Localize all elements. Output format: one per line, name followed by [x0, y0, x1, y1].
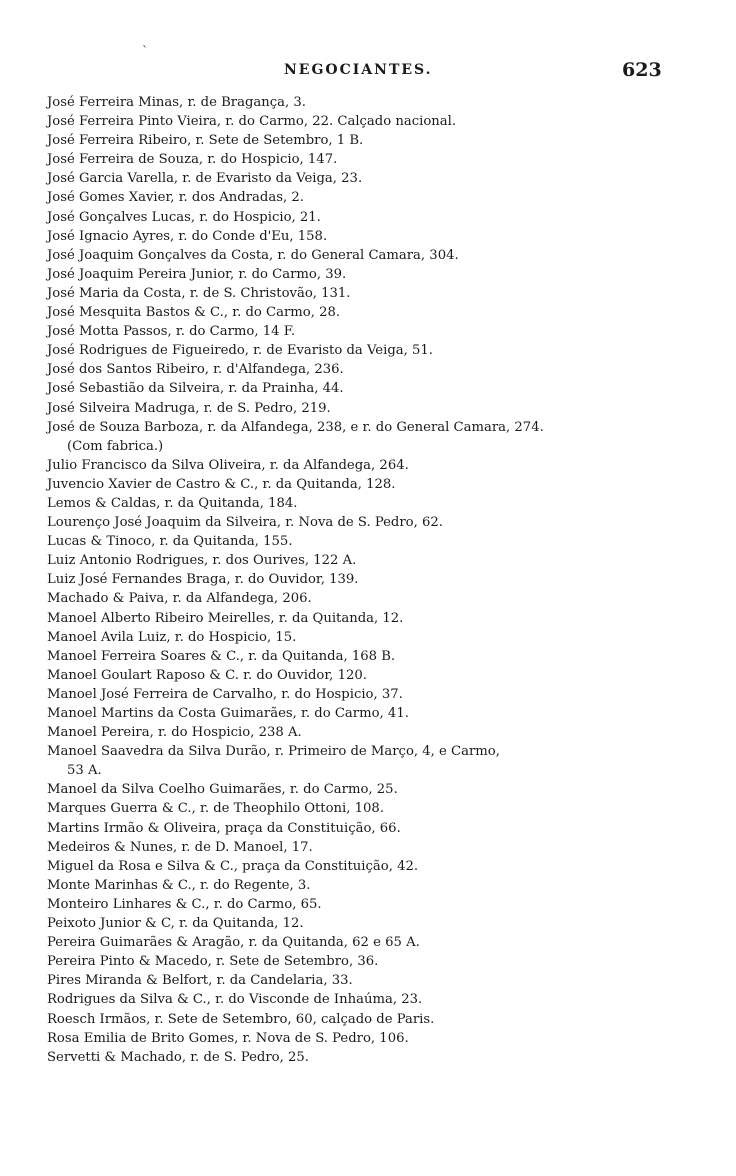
list-item: [0, 551, 736, 570]
entry-text: Juvencio Xavier de Castro & C., r. da Quitanda, 128.: [47, 476, 396, 492]
list-item: [0, 952, 736, 971]
entry-text: José Ferreira de Souza, r. do Hospicio, 147.: [47, 152, 338, 168]
entry-text: Luiz Antonio Rodrigues, r. dos Ourives, 122 A.: [47, 553, 357, 569]
entry-text: Monte Marinhas & C., r. do Regente, 3.: [47, 877, 311, 893]
list-item: [0, 971, 736, 990]
entry-text: José Mesquita Bastos & C., r. do Carmo, 28.: [47, 305, 341, 321]
entry-text: José Maria da Costa, r. de S. Christovão, 131.: [47, 285, 351, 301]
list-item: [0, 704, 736, 723]
entry-text: José Ferreira Minas, r. de Bragança, 3.: [47, 95, 306, 110]
page-header: [0, 59, 736, 86]
list-item: [0, 666, 736, 685]
entry-text: José Joaquim Pereira Junior, r. do Carmo, 39.: [47, 266, 347, 282]
list-item: [0, 303, 736, 322]
running-title: NEGOCIANTES.: [284, 62, 433, 78]
entry-text: Pereira Pinto & Macedo, r. Sete de Setembro, 36.: [47, 954, 379, 970]
list-item: [0, 93, 736, 112]
list-item: [0, 246, 736, 265]
list-item: [0, 742, 736, 780]
list-item: [0, 933, 736, 952]
list-item: [0, 265, 736, 284]
entry-text: José Gonçalves Lucas, r. do Hospicio, 21.: [47, 209, 321, 225]
entry-text: Luiz José Fernandes Braga, r. do Ouvidor, 139.: [47, 572, 359, 588]
entry-text: Machado & Paiva, r. da Alfandega, 206.: [47, 591, 312, 607]
entry-text: Lemos & Caldas, r. da Quitanda, 184.: [47, 495, 298, 511]
entry-text: Julio Francisco da Silva Oliveira, r. da Alfandega, 264.: [47, 457, 409, 473]
list-item: [0, 227, 736, 246]
list-item: [0, 112, 736, 131]
list-item: [0, 360, 736, 379]
list-item: [0, 1048, 736, 1067]
entry-text: Marques Guerra & C., r. de Theophilo Ottoni, 108.: [47, 801, 385, 817]
entry-text: Manoel Saavedra da Silva Durão, r. Primeiro de Março, 4, e Carmo,: [47, 744, 500, 760]
entry-text: José Gomes Xavier, r. dos Andradas, 2.: [47, 190, 304, 206]
list-item: [0, 799, 736, 818]
list-item: [0, 685, 736, 704]
entry-text: Servetti & Machado, r. de S. Pedro, 25.: [47, 1049, 309, 1065]
list-item: [0, 628, 736, 647]
entry-text: Manoel Avila Luiz, r. do Hospicio, 15.: [47, 629, 297, 645]
list-item: [0, 895, 736, 914]
list-item: [0, 399, 736, 418]
directory-list: [0, 93, 736, 1067]
entry-text: José Joaquim Gonçalves da Costa, r. do General Camara, 304.: [47, 247, 459, 263]
list-item: [0, 341, 736, 360]
entry-text: José Motta Passos, r. do Carmo, 14 F.: [47, 324, 296, 340]
entry-text: Medeiros & Nunes, r. de D. Manoel, 17.: [47, 839, 313, 855]
entry-text: Manoel Pereira, r. do Hospicio, 238 A.: [47, 725, 302, 741]
entry-text: Rodrigues da Silva & C., r. do Visconde de Inhaúma, 23.: [47, 992, 423, 1008]
entry-text: Martins Irmão & Oliveira, praça da Constituição, 66.: [47, 820, 401, 836]
list-item: [0, 150, 736, 169]
list-item: [0, 647, 736, 666]
entry-text: Rosa Emilia de Brito Gomes, r. Nova de S. Pedro, 106.: [47, 1030, 409, 1046]
entry-text: Monteiro Linhares & C., r. do Carmo, 65.: [47, 896, 322, 912]
entry-text: José Garcia Varella, r. de Evaristo da Veiga, 23.: [47, 171, 363, 187]
list-item: [0, 990, 736, 1009]
list-item: [0, 532, 736, 551]
list-item: [0, 494, 736, 513]
list-item: [0, 914, 736, 933]
entry-text: José dos Santos Ribeiro, r. d'Alfandega, 236.: [47, 362, 344, 378]
entry-text: José Silveira Madruga, r. de S. Pedro, 219.: [47, 400, 331, 416]
list-item: [0, 284, 736, 303]
entry-text: José Ferreira Ribeiro, r. Sete de Setembro, 1 B.: [47, 133, 364, 149]
entry-text: Manoel Ferreira Soares & C., r. da Quitanda, 168 B.: [47, 648, 396, 664]
entry-text: Lucas & Tinoco, r. da Quitanda, 155.: [47, 534, 293, 550]
page-number: 623: [622, 59, 662, 81]
list-item: [0, 723, 736, 742]
entry-continuation: (Com fabrica.): [67, 438, 164, 454]
entry-text: Pereira Guimarães & Aragão, r. da Quitanda, 62 e 65 A.: [47, 935, 420, 951]
entry-text: José Ferreira Pinto Vieira, r. do Carmo, 22. Calçado nacional.: [47, 114, 457, 130]
entry-text: Manoel José Ferreira de Carvalho, r. do Hospicio, 37.: [47, 686, 403, 702]
list-item: [0, 208, 736, 227]
list-item: [0, 780, 736, 799]
list-item: [0, 1010, 736, 1029]
ink-mark: ˋ: [142, 44, 148, 58]
entry-text: Roesch Irmãos, r. Sete de Setembro, 60, calçado de Paris.: [47, 1011, 435, 1027]
entry-continuation: 53 A.: [67, 763, 102, 779]
entry-text: Manoel Alberto Ribeiro Meirelles, r. da Quitanda, 12.: [47, 610, 404, 626]
entry-text: Miguel da Rosa e Silva & C., praça da Constituição, 42.: [47, 858, 419, 874]
list-item: [0, 876, 736, 895]
list-item: [0, 819, 736, 838]
list-item: [0, 475, 736, 494]
entry-text: José de Souza Barboza, r. da Alfandega, 238, e r. do General Camara, 274.: [47, 419, 544, 435]
list-item: [0, 857, 736, 876]
list-item: [0, 1029, 736, 1048]
list-item: [0, 513, 736, 532]
entry-text: José Rodrigues de Figueiredo, r. de Evaristo da Veiga, 51.: [47, 343, 433, 359]
list-item: [0, 570, 736, 589]
list-item: [0, 379, 736, 398]
entry-text: Manoel Martins da Costa Guimarães, r. do Carmo, 41.: [47, 706, 409, 721]
entry-text: Manoel da Silva Coelho Guimarães, r. do Carmo, 25.: [47, 782, 398, 798]
list-item: [0, 188, 736, 207]
entry-text: José Sebastião da Silveira, r. da Prainha, 44.: [47, 381, 344, 397]
list-item: [0, 169, 736, 188]
entry-text: Lourenço José Joaquim da Silveira, r. Nova de S. Pedro, 62.: [47, 515, 443, 531]
list-item: [0, 418, 736, 456]
entry-text: Peixoto Junior & C, r. da Quitanda, 12.: [47, 916, 304, 932]
entry-text: Pires Miranda & Belfort, r. da Candelaria, 33.: [47, 973, 353, 989]
list-item: [0, 322, 736, 341]
entry-text: José Ignacio Ayres, r. do Conde d'Eu, 158.: [47, 228, 328, 244]
list-item: [0, 131, 736, 150]
list-item: [0, 456, 736, 475]
list-item: [0, 609, 736, 628]
list-item: [0, 589, 736, 608]
entry-text: Manoel Goulart Raposo & C. r. do Ouvidor, 120.: [47, 667, 367, 683]
list-item: [0, 838, 736, 857]
